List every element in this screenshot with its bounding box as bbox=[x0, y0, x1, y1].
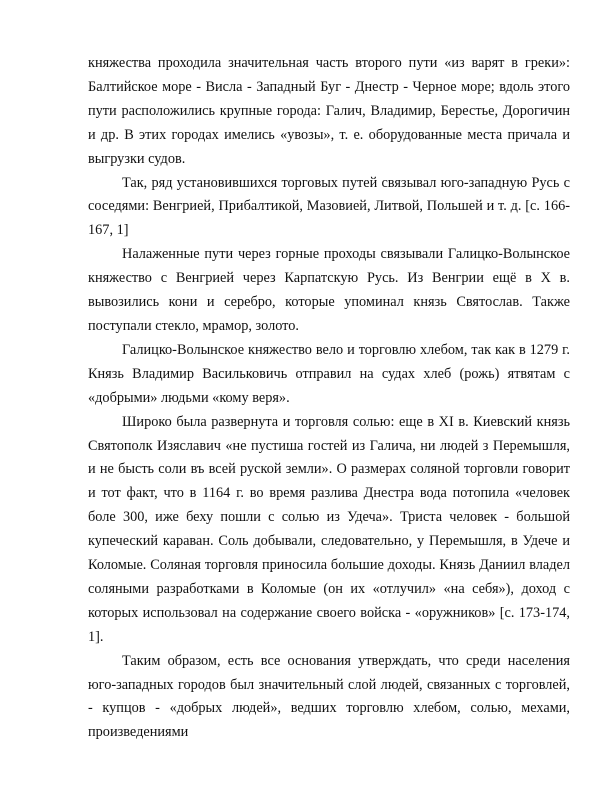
paragraph-salt-trade: Широко была развернута и торговля солью: еще в XI в. Киевский князь Святополк Изяславич «не пустиша гостей из Галича, ни людей з Перемышля, и не бысть соли въ всей руской земли». О размерах соляной торговли говорит и тот факт, что в 1164 г. во время разлива Днестра вода потопила «человек боле 300, иже беху пошли с солью из Удеча». Триста человек - большой купеческий караван. Соль добывали, следовательно, у Перемышля, в Удече и Коломые. Соляная торговля приносила большие доходы. Князь Даниил владел соляными разработками в Коломые (он их «отлучил» «на себя»), доход с которых использовал на содержание своего войска - «оружников» [с. 173-174, 1]. bbox=[88, 413, 570, 645]
paragraph-grain-trade: Галицко-Волынское княжество вело и торговлю хлебом, так как в 1279 г. Князь Владимир Васильковичь отправил на судах хлеб (рожь) ятвятам с «добрыми» людьми «кому веря». bbox=[88, 341, 570, 406]
paragraph-conclusion: Таким образом, есть все основания утверждать, что среди населения юго-западных городов был значительный слой людей, связанных с торговлей, - купцов - «добрых людей», ведших торговлю хлебом, солью, мехами, произведениями bbox=[88, 652, 570, 741]
paragraph-mountain-passes: Налаженные пути через горные проходы связывали Галицко-Волынское княжество с Венгрией через Карпатскую Русь. Из Венгрии ещё в X в. вывозились кони и серебро, которые упоминал князь Святослав. Также поступали стекло, мрамор, золото. bbox=[88, 246, 570, 334]
body-text bbox=[88, 52, 570, 745]
paragraph-continuation: княжества проходила значительная часть второго пути «из варят в греки»: Балтийское море - Висла - Западный Буг - Днестр - Черное море; вдоль этого пути расположились крупные города: Галич, Владимир, Берестье, Дорогичин и др. В этих городах имелись «увозы», т. е. оборудованные места причала и выгрузки судов. bbox=[88, 55, 570, 167]
paragraph-trade-routes: Так, ряд установившихся торговых путей связывал юго-западную Русь с соседями: Венгрией, Прибалтикой, Мазовией, Литвой, Польшей и т. д. [с. 166-167, 1] bbox=[88, 174, 570, 239]
